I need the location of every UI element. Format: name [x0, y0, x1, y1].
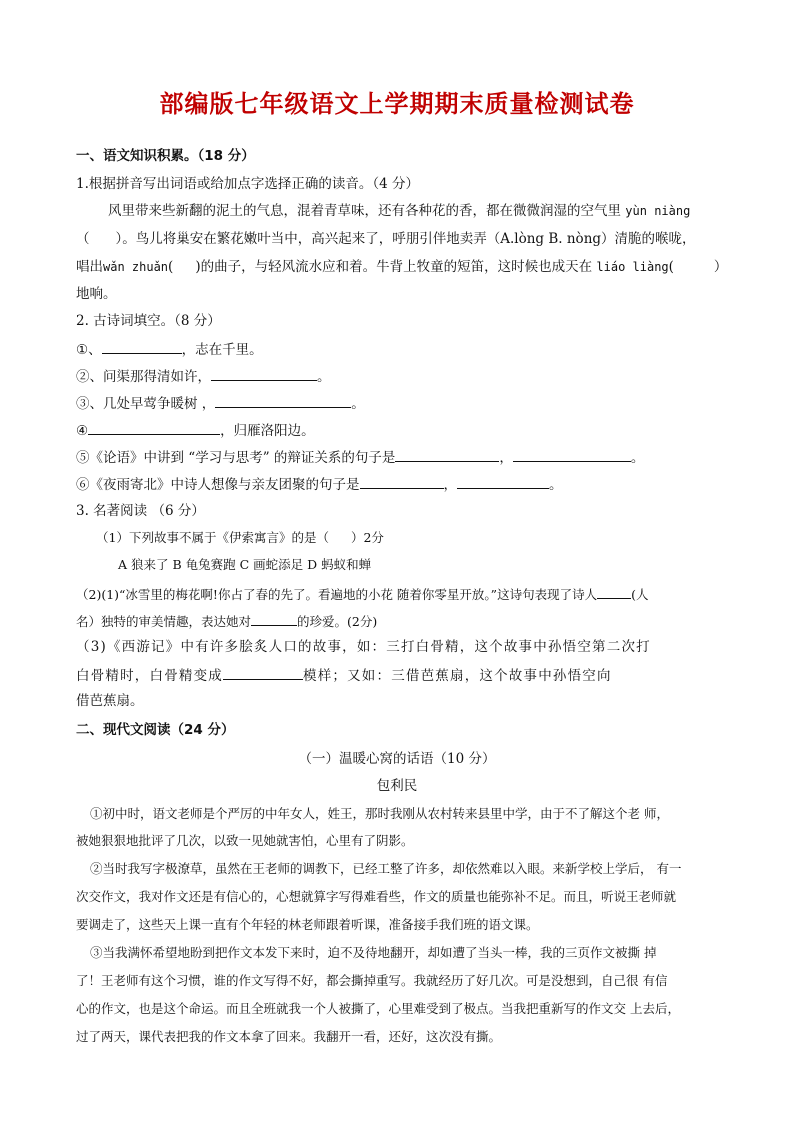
- q1-passage-line2: [76, 230, 696, 248]
- q1-prompt: 1.根据拼音写出词语或给加点字选择正确的读音。（4 分）: [76, 176, 420, 192]
- q1-text: ）。鸟儿将巢安在繁花嫩叶当中，高兴起来了，呼朋引伴地卖弄（A.lòng B. nòng）清脆的喉咙，: [115, 231, 696, 247]
- article-paragraph-1-cont: 被她狠狠地批评了几次，以致一见她就害怕，心里有了阴影。: [76, 833, 414, 848]
- q1-text: 的曲子，与轻风流水应和着。牛背上牧童的短笛，这时候也成天在: [200, 259, 593, 275]
- article-paragraph-2: ②当时我写字极潦草，虽然在王老师的调教下，已经工整了许多，却依然难以入眼。来新学校上学后， 有一: [90, 861, 682, 876]
- poem-line-6: ⑥《夜雨寄北》中诗人想像与亲友团聚的句子是 ， 。: [76, 474, 563, 494]
- q1-text: 风里带来些新翻的泥土的气息，混着青草味，还有各种花的香，都在微微润湿的空气里: [108, 203, 621, 219]
- poem-line-1: ①、 ，志在千里。: [76, 339, 263, 359]
- poem-line-3: ③、几处早莺争暖树 ， 。: [76, 393, 365, 413]
- pinyin-liaoliang: liáo liàng: [596, 260, 669, 274]
- section1-heading: 一、语文知识积累。（18 分）: [76, 148, 255, 164]
- fill-blank[interactable]: [211, 366, 317, 381]
- pinyin-yunniang: yùn niàng: [625, 204, 691, 218]
- section2-heading: 二、现代文阅读（24 分）: [76, 722, 235, 738]
- article-paragraph-3-cont1: 了！王老师有这个习惯，谁的作文写得不好，都会撕掉重写。我就经历了好几次。可是没想到，自己很 有信: [76, 973, 668, 988]
- fill-blank[interactable]: [223, 665, 303, 680]
- pinyin-wanzhuan: wǎn zhuǎn: [103, 260, 169, 274]
- fill-blank[interactable]: [513, 447, 631, 462]
- page-title: 部编版七年级语文上学期期末质量检测试卷: [159, 90, 635, 118]
- q3-sub2: （2)(1)“冰雪里的梅花啊!你占了春的先了。看遍地的小花 随着你零星开放。”这诗句表现了诗人 (人: [76, 584, 648, 604]
- q1-passage-line1: [108, 202, 690, 220]
- q3-sub1-options: A 狼来了 B 龟兔赛跑 C 画蛇添足 D 蚂蚁和蝉: [118, 557, 372, 572]
- article-paragraph-3-end: 过了两天，课代表把我的作文本拿了回来。我翻开一看，还好，这次没有撕。: [76, 1029, 502, 1044]
- q3-sub2-cont: 名）独特的审美情趣，表达她对 的珍爱。(2分): [76, 611, 377, 631]
- q1-text: （: [76, 231, 90, 247]
- article-paragraph-3-cont2: 心的作文，也是这个命运。而且全班就我一个人被撕了，心里难受到了极点。当我把重新写的作文交 上去后，: [76, 1001, 680, 1016]
- fill-blank[interactable]: [88, 420, 220, 435]
- q1-passage-line3: 唱出wǎn zhuǎn( )的曲子，与轻风流水应和着。牛背上牧童的短笛，这时候也成天在 liáo liàng( ）: [76, 259, 728, 275]
- article-author: 包利民: [376, 778, 418, 794]
- q2-prompt: 2. 古诗词填空。（8 分）: [76, 313, 221, 329]
- q3-prompt: 3. 名著阅读 （6 分）: [76, 503, 205, 519]
- fill-blank[interactable]: [102, 339, 182, 354]
- fill-blank[interactable]: [360, 474, 444, 489]
- poem-line-2: ②、问渠那得清如许， 。: [76, 366, 331, 386]
- fill-blank[interactable]: [597, 584, 631, 599]
- fill-blank[interactable]: [457, 474, 549, 489]
- fill-blank[interactable]: [215, 393, 351, 408]
- q3-sub3-cont: 白骨精时，白骨精变成 模样；又如：三借芭蕉扇，这个故事中孙悟空向: [76, 665, 612, 685]
- article-paragraph-2-end: 要调走了，这些天上课一直有个年轻的林老师跟着听课，准备接手我们班的语文课。: [76, 917, 539, 932]
- article-paragraph-3: ③当我满怀希望地盼到把作文本发下来时，迫不及待地翻开，却如遭了当头一棒，我的三页作文被撕 掉: [90, 945, 657, 960]
- article-title: （一）温暖心窝的话语（10 分）: [298, 751, 496, 767]
- q3-sub1: （1）下列故事不属于《伊索寓言》的是（ ）2分: [96, 530, 384, 545]
- poem-line-5: ⑤《论语》中讲到 “学习与思考” 的辩证关系的句子是 ， 。: [76, 447, 644, 467]
- q3-sub3-end: 借芭蕉扇。: [76, 693, 144, 709]
- fill-blank[interactable]: [251, 611, 297, 626]
- q1-text: 唱出: [76, 259, 103, 275]
- poem-line-4: ④ ，归雁洛阳边。: [76, 420, 315, 440]
- fill-blank[interactable]: [395, 447, 499, 462]
- q3-sub3: （3)《西游记》中有许多脍炙人口的故事，如：三打白骨精，这个故事中孙悟空第二次打: [76, 639, 651, 655]
- article-paragraph-2-cont: 次交作文，我对作文还是有信心的，心想就算字写得难看些，作文的质量也能弥补不足。而且，听说王老师就: [76, 889, 677, 904]
- article-paragraph-1: ①初中时，语文老师是个严厉的中年女人，姓王，那时我刚从农村转来县里中学，由于不了解这个老 师，: [90, 806, 669, 821]
- q1-passage-line4: 地响。: [76, 286, 117, 302]
